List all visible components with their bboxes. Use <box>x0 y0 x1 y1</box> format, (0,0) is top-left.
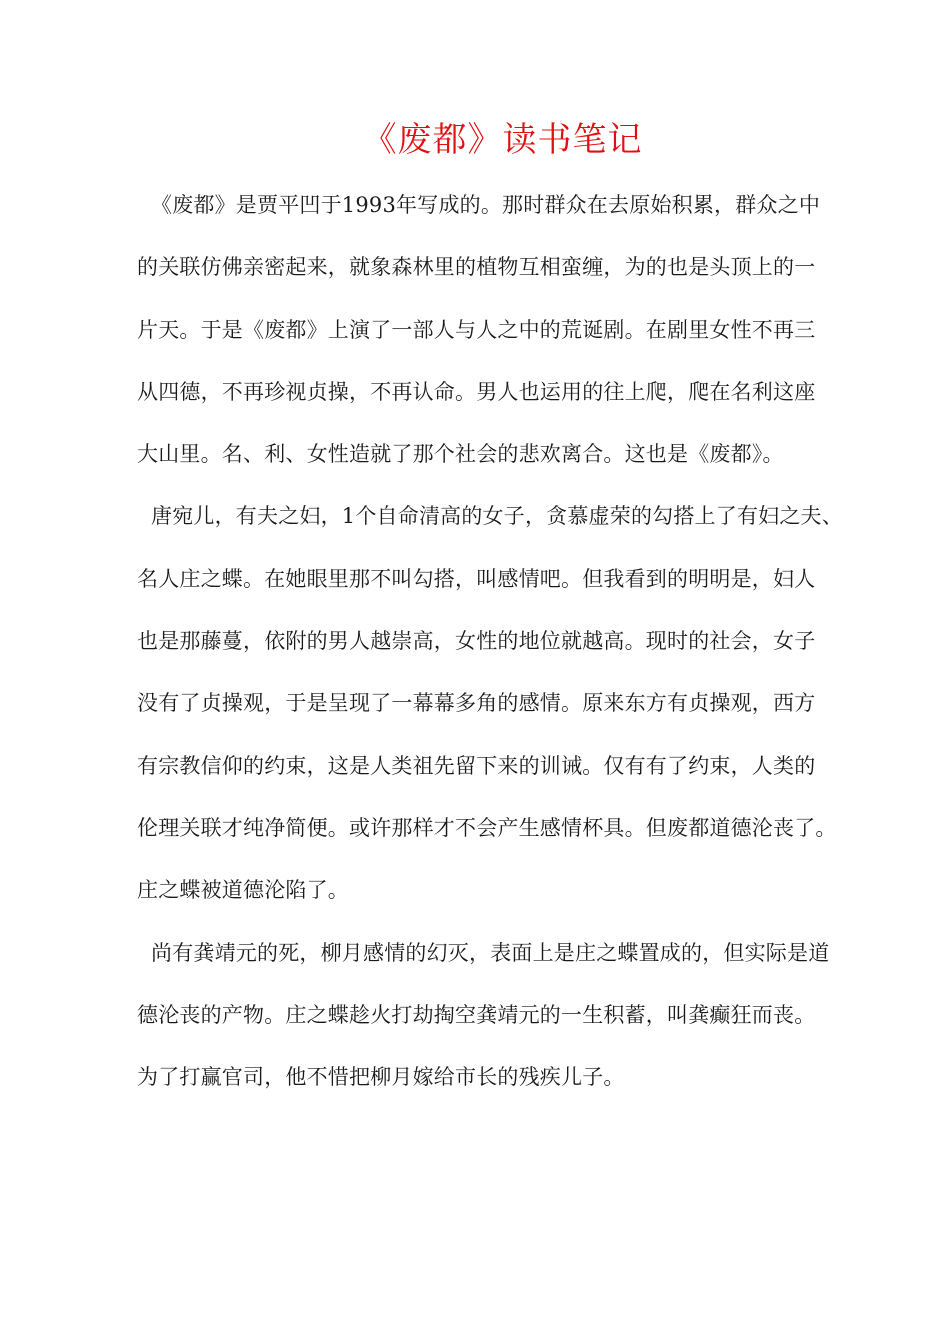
paragraph-1-line-4: 从四德，不再珍视贞操，不再认命。男人也运用的往上爬，爬在名利这座 <box>137 379 816 404</box>
paragraph-3-line-2: 德沦丧的产物。庄之蝶趁火打劫掏空龚靖元的一生积蓄，叫龚癫狂而丧。 <box>137 1002 816 1027</box>
paragraph-2-line-3: 也是那藤蔓，依附的男人越崇高，女性的地位就越高。现时的社会，女子 <box>137 629 816 654</box>
document-title: 《废都》读书笔记 <box>362 120 643 160</box>
paragraph-2-line-4: 没有了贞操观，于是呈现了一幕幕多角的感情。原来东方有贞操观，西方 <box>137 691 816 716</box>
paragraph-3-line-1: 尚有龚靖元的死，柳月感情的幻灭，表面上是庄之蝶置成的，但实际是道 <box>151 940 830 965</box>
paragraph-1-line-2: 的关联仿佛亲密起来，就象森林里的植物互相蛮缠，为的也是头顶上的一 <box>137 255 816 280</box>
paragraph-2-line-1: 唐宛儿，有夫之妇，1个自命清高的女子，贪慕虚荣的勾搭上了有妇之夫、 <box>151 504 843 529</box>
paragraph-3-line-3: 为了打赢官司，他不惜把柳月嫁给市长的残疾儿子。 <box>137 1065 625 1090</box>
paragraph-1-line-3: 片天。于是《废都》上演了一部人与人之中的荒诞剧。在剧里女性不再三 <box>137 317 816 342</box>
paragraph-2-line-7: 庄之蝶被道德沦陷了。 <box>137 878 349 903</box>
paragraph-2-line-2: 名人庄之蝶。在她眼里那不叫勾搭，叫感情吧。但我看到的明明是，妇人 <box>137 566 816 591</box>
paragraph-1-line-5: 大山里。名、利、女性造就了那个社会的悲欢离合。这也是《废都》。 <box>137 442 784 467</box>
paragraph-2-line-5: 有宗教信仰的约束，这是人类祖先留下来的训诫。仅有有了约束，人类的 <box>137 753 816 778</box>
paragraph-2-line-6: 伦理关联才纯净简便。或许那样才不会产生感情杯具。但废都道德沦丧了。 <box>137 815 837 840</box>
document-body <box>137 180 877 1114</box>
paragraph-1-line-1: 《废都》是贾平凹于1993年写成的。那时群众在去原始积累，群众之中 <box>151 193 821 217</box>
